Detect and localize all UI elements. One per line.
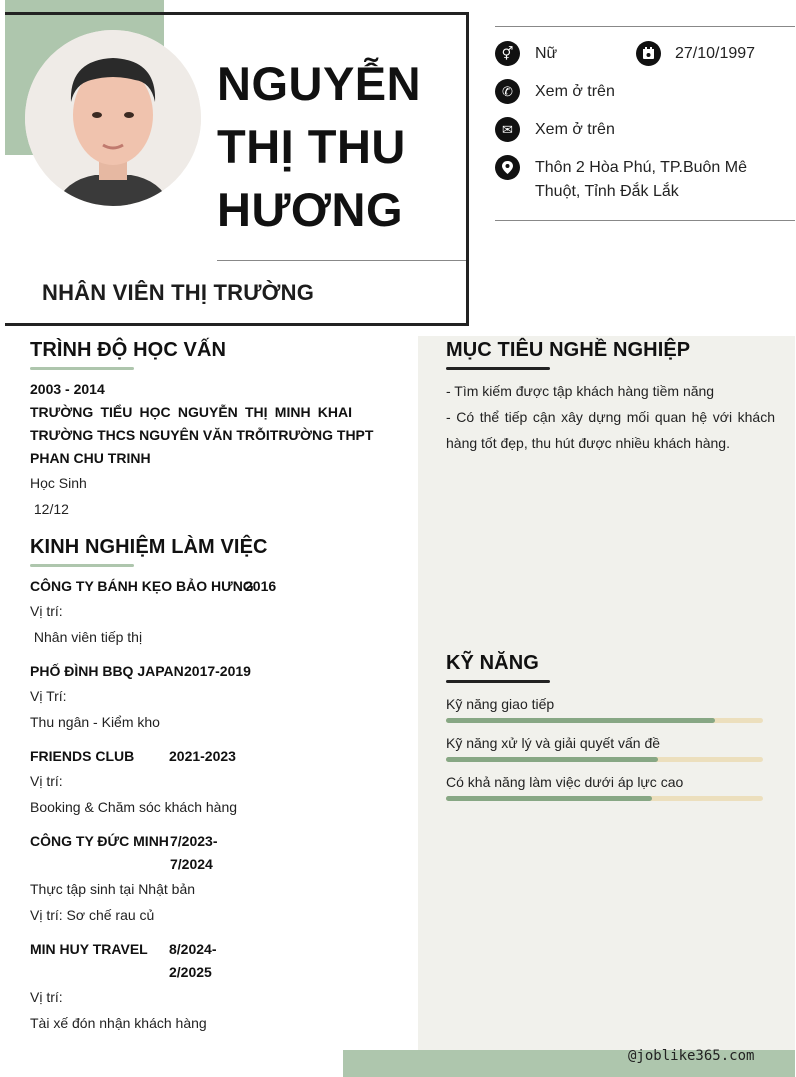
experience-label: Vị trí: [30,773,63,789]
header-frame-bottom [5,323,469,326]
objective-title: MỤC TIÊU NGHỀ NGHIỆP [446,339,691,361]
experience-title-underline [30,564,134,567]
name-line-3: HƯƠNG [217,183,404,236]
education-school-line-1: TRƯỜNG TIỂU HỌC NGUYỄN THỊ MINH KHAI [30,404,352,420]
address-line-2: Thuột, Tỉnh Đắk Lắk [535,183,679,200]
education-school-line-2: TRƯỜNG THCS NGUYÊN VĂN TRỖITRƯỜNG THPT [30,427,374,443]
calendar-icon [636,41,661,66]
avatar-portrait-image [25,30,201,206]
objective-line-3: hàng tốt đẹp, thu hút được nhiều khách hàng. [446,435,730,451]
name-line-2: THỊ THU [217,120,406,173]
experience-company: FRIENDS CLUB [30,748,135,764]
skill-bar-track [446,757,763,762]
job-title: NHÂN VIÊN THỊ TRƯỜNG [42,280,315,305]
skills-title-underline [446,680,550,683]
experience-description: Thực tập sinh tại Nhật bản [30,881,196,897]
experience-period-line-2: 7/2024 [170,856,213,872]
header-frame-right [466,12,469,326]
gender-text: Nữ [535,45,558,62]
skill-name: Kỹ năng xử lý và giải quyết vấn đề [446,735,661,751]
skills-title: KỸ NĂNG [446,652,539,674]
name-line-1: NGUYỄN [217,57,422,110]
skill-bar-track [446,718,763,723]
education-grade: 12/12 [30,501,69,517]
avatar [25,30,201,206]
experience-period: 2016 [245,578,277,594]
experience-company: PHỐ ĐÌNH BBQ JAPAN [30,663,184,679]
gender-icon: ⚥ [495,41,520,66]
skill-name: Có khả năng làm việc dưới áp lực cao [446,774,684,790]
location-pin-icon [495,155,520,180]
phone-icon: ✆ [495,79,520,104]
experience-description: Booking & Chăm sóc khách hàng [30,799,238,815]
header-frame-top [5,12,469,15]
experience-period-line-1: 8/2024- [169,941,217,957]
contact-top-rule [495,26,795,27]
experience-description: Nhân viên tiếp thị [30,629,143,645]
address-text [535,156,747,204]
objective-line-2: - Có thể tiếp cận xây dựng mối quan hệ với khách [446,409,775,425]
skill-name: Kỹ năng giao tiếp [446,696,555,712]
experience-label: Vị Trí: [30,688,67,704]
experience-company: CÔNG TY BÁNH KẸO BẢO HƯNG [30,578,254,594]
phone-text: Xem ở trên [535,83,615,100]
experience-period-line-1: 7/2023- [170,833,218,849]
skill-bar-fill [446,796,652,801]
experience-label: Vị trí: [30,603,63,619]
experience-period-line-2: 2/2025 [169,964,212,980]
objective-line-1: - Tìm kiếm được tập khách hàng tiềm năng [446,383,715,399]
contact-bottom-rule [495,220,795,221]
experience-period: 2021-2023 [169,748,236,764]
skill-bar-fill [446,757,658,762]
name-divider [217,260,466,261]
experience-title: KINH NGHIỆM LÀM VIỆC [30,536,268,558]
experience-description: Vị trí: Sơ chế rau củ [30,907,155,923]
skill-bar-fill [446,718,715,723]
birthday-text: 27/10/1997 [675,45,756,62]
experience-label: Vị trí: [30,989,63,1005]
experience-description: Tài xế đón nhận khách hàng [30,1015,207,1031]
full-name [217,52,457,241]
email-icon: ✉ [495,117,520,142]
objective-title-underline [446,367,550,370]
education-title: TRÌNH ĐỘ HỌC VẤN [30,339,227,361]
email-text: Xem ở trên [535,121,615,138]
education-role: Học Sinh [30,475,87,491]
experience-description: Thu ngân - Kiểm kho [30,714,160,730]
experience-company: MIN HUY TRAVEL [30,941,148,957]
education-school-line-3: PHAN CHU TRINH [30,450,151,466]
address-line-1: Thôn 2 Hòa Phú, TP.Buôn Mê [535,159,747,176]
skill-bar-track [446,796,763,801]
education-title-underline [30,367,134,370]
education-period: 2003 - 2014 [30,381,105,397]
experience-company: CÔNG TY ĐỨC MINH [30,833,169,849]
experience-period: 2017-2019 [184,663,251,679]
footer-website: @joblike365.com [628,1048,755,1064]
